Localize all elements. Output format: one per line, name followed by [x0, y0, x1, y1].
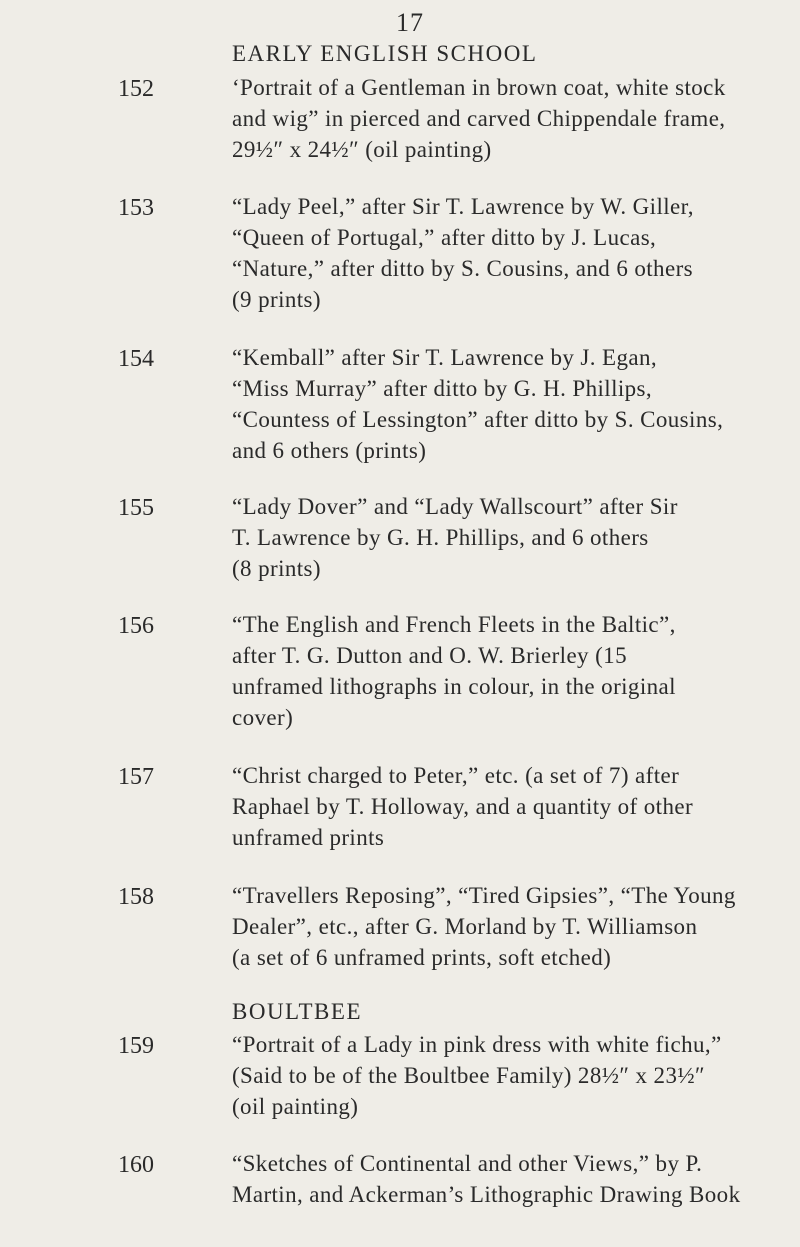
lot-description-line: “Travellers Reposing”, “Tired Gipsies”, “The Young — [232, 883, 736, 908]
lot-number: 158 — [118, 884, 154, 910]
lot-description — [232, 760, 782, 853]
lot-number: 157 — [118, 764, 154, 790]
lot-description-line: (Said to be of the Boultbee Family) 28½″ x 23½″ — [232, 1063, 705, 1088]
lot-description-line: after T. G. Dutton and O. W. Brierley (15 — [232, 643, 627, 668]
lot-description-line: unframed prints — [232, 825, 385, 850]
section-heading-early-english-school: EARLY ENGLISH SCHOOL — [232, 41, 538, 66]
lot-number: 154 — [118, 346, 154, 372]
lot-description — [232, 72, 782, 165]
lot-description-line: “Christ charged to Peter,” etc. (a set of 7) after — [232, 763, 680, 788]
lot-description-line: and 6 others (prints) — [232, 438, 427, 463]
lot-description-line: “Lady Dover” and “Lady Wallscourt” after Sir — [232, 494, 678, 519]
lot-description-line: “Countess of Lessington” after ditto by S. Cousins, — [232, 407, 724, 432]
page-number: 17 — [396, 8, 424, 37]
lot-description-line: ‘Portrait of a Gentleman in brown coat, white stock — [232, 75, 726, 100]
section-heading-boultbee: BOULTBEE — [232, 999, 362, 1024]
lot-description-line: T. Lawrence by G. H. Phillips, and 6 others — [232, 525, 649, 550]
lot-description-line: Martin, and Ackerman’s Lithographic Drawing Book — [232, 1182, 741, 1207]
lot-number: 160 — [118, 1152, 154, 1178]
lot-description — [232, 609, 782, 733]
lot-description — [232, 191, 782, 315]
lot-description-line: “Nature,” after ditto by S. Cousins, and 6 others — [232, 256, 693, 281]
lot-description-line: “Lady Peel,” after Sir T. Lawrence by W. Giller, — [232, 194, 694, 219]
lot-description-line: Raphael by T. Holloway, and a quantity of other — [232, 794, 694, 819]
lot-description-line: (a set of 6 unframed prints, soft etched) — [232, 945, 612, 970]
lot-description-line: cover) — [232, 705, 294, 730]
lot-description-line: “Portrait of a Lady in pink dress with white fichu,” — [232, 1032, 722, 1057]
lot-description-line: “Kemball” after Sir T. Lawrence by J. Egan, — [232, 345, 658, 370]
lot-description-line: “The English and French Fleets in the Baltic”, — [232, 612, 676, 637]
lot-description-line: “Sketches of Continental and other Views,” by P. — [232, 1151, 703, 1176]
lot-number: 152 — [118, 76, 154, 102]
lot-number: 159 — [118, 1033, 154, 1059]
lot-description-line: Dealer”, etc., after G. Morland by T. Williamson — [232, 914, 698, 939]
lot-description — [232, 880, 782, 973]
lot-description — [232, 491, 782, 584]
lot-description-line: “Miss Murray” after ditto by G. H. Phillips, — [232, 376, 653, 401]
lot-description — [232, 1029, 782, 1122]
lot-number: 155 — [118, 495, 154, 521]
lot-description-line: unframed lithographs in colour, in the original — [232, 674, 676, 699]
lot-number: 156 — [118, 613, 154, 639]
lot-description — [232, 342, 782, 466]
lot-description — [232, 1148, 782, 1210]
lot-number: 153 — [118, 195, 154, 221]
lot-description-line: 29½″ x 24½″ (oil painting) — [232, 137, 492, 162]
lot-description-line: and wig” in pierced and carved Chippendale frame, — [232, 106, 726, 131]
lot-description-line: (oil painting) — [232, 1094, 359, 1119]
lot-description-line: “Queen of Portugal,” after ditto by J. Lucas, — [232, 225, 657, 250]
lot-description-line: (9 prints) — [232, 287, 321, 312]
lot-description-line: (8 prints) — [232, 556, 321, 581]
